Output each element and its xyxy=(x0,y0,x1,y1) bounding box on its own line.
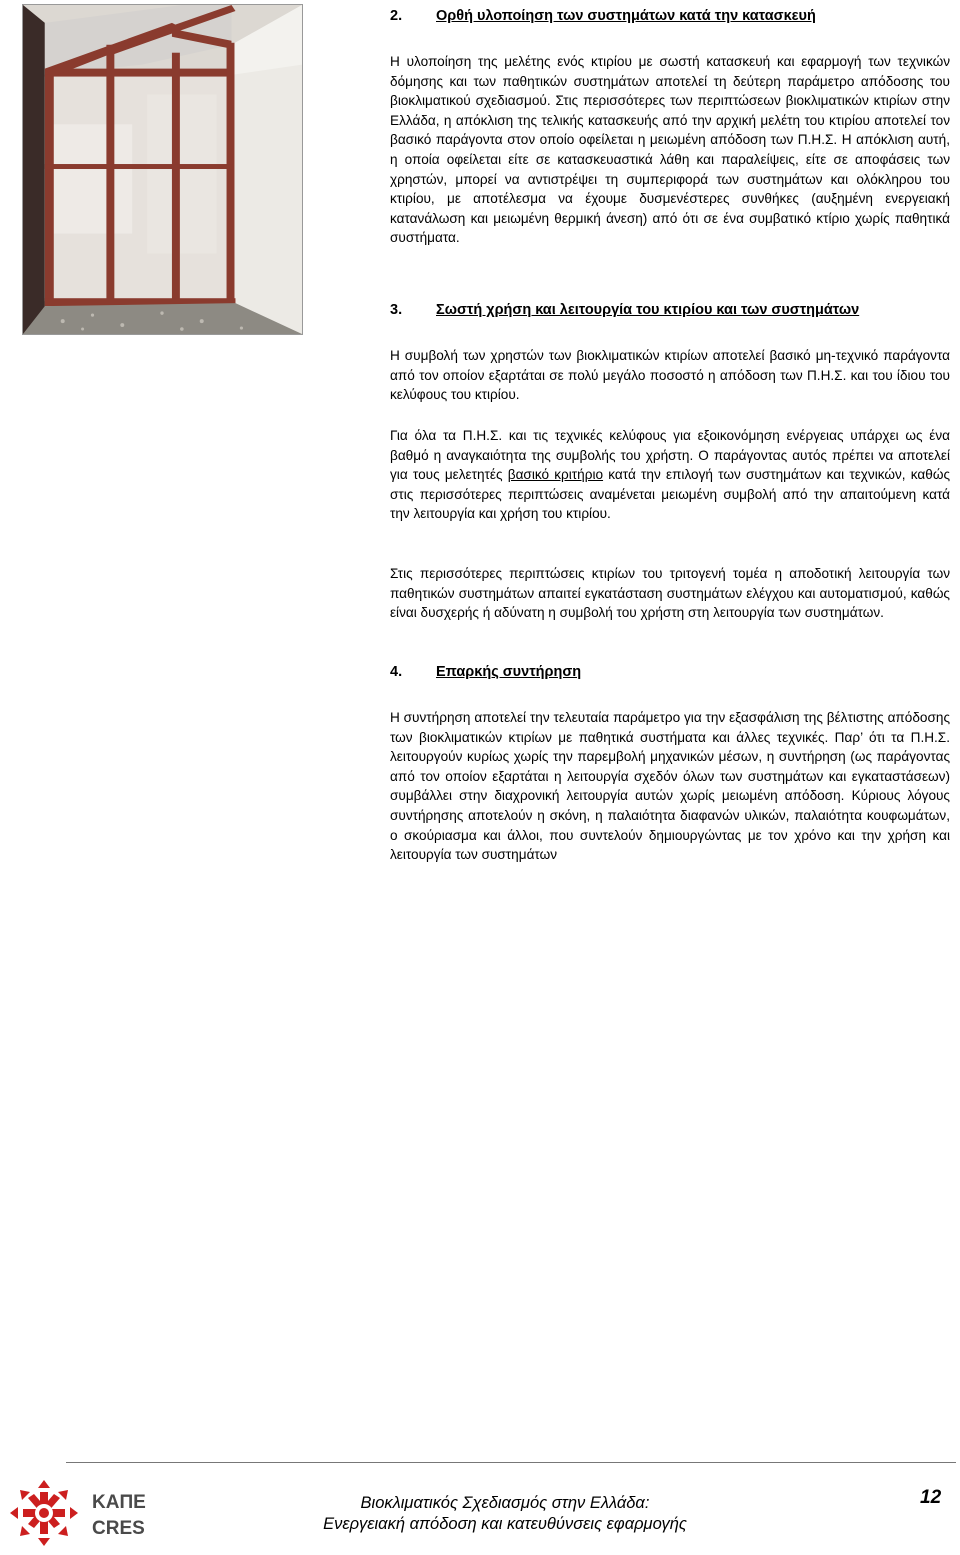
section-title: Επαρκής συντήρηση xyxy=(436,664,582,680)
section-title: Σωστή χρήση και λειτουργία του κτιρίου και των συστημάτων xyxy=(436,302,860,318)
section-title: Ορθή υλοποίηση των συστημάτων κατά την κατασκευή xyxy=(436,8,816,24)
logo-text-latin: CRES xyxy=(92,1518,145,1539)
cres-logo xyxy=(4,1478,154,1548)
section-4-paragraph: Η συντήρηση αποτελεί την τελευταία παράμετρο για την εξασφάλιση της βέλτιστης απόδοσης των βιοκλιματικών κτιρίων με παθητικά συστήματα και άλλες τεχνικές. Παρ’ ότι τα Π.Η.Σ. λειτουργούν κυρίως χωρίς την παρεμβολή μηχανικών μέσων, η συντήρηση (ως παράγοντας από τον οποίον εξαρτάται η λειτουργία σχεδόν όλων των συστημάτων και εγκαταστάσεων) συμβάλλει στην διαχρονική λειτουργία αυτών χωρίς μειωμένη απόδοση. Κύριους λόγους συντήρησης αποτελούν η σκόνη, η παλαιότητα διαφανών υλικών, παλαιότητα κουφωμάτων, ο σκούριασμα και άλλοι, που συντελούν δημιουργώντας με τον χρόνο και την χρήση και λειτουργία των συστημάτων xyxy=(390,710,950,863)
paragraph-text: Για όλα τα Π.Η.Σ. και τις τεχνικές κελύφους για εξοικονόμηση ενέργειας υπάρχει ως ένα βαθμό η αναγκαιότητα της συμβολής του χρήστη. Ο παράγοντας αυτός πρέπει να αποτελεί για τους μελετητές xyxy=(390,428,950,483)
footer-title-line-1: Βιοκλιματικός Σχεδιασμός στην Ελλάδα: xyxy=(360,1494,650,1512)
emphasis-text: βασικό κριτήριο xyxy=(507,467,604,483)
sunspace-photo xyxy=(22,4,303,335)
section-3-paragraph-1: Η συμβολή των χρηστών των βιοκλιματικών κτιρίων αποτελεί βασικό μη-τεχνικό παράγοντα από τον οποίον εξαρτάται σε πολύ μεγάλο ποσοστό η απόδοση των Π.Η.Σ. και του ίδιου του κελύφους του κτιρίου. xyxy=(390,348,950,403)
section-3-heading xyxy=(390,302,859,318)
section-3-paragraph-2 xyxy=(390,426,950,524)
section-4-heading xyxy=(390,664,581,680)
section-number: 4. xyxy=(390,664,403,680)
sunspace-photo-graphic xyxy=(23,5,302,334)
footer-divider xyxy=(66,1462,956,1463)
section-number: 3. xyxy=(390,302,403,318)
section-3-paragraph-3: Στις περισσότερες περιπτώσεις κτιρίων του τριτογενή τομέα η αποδοτική λειτουργία των παθητικών συστημάτων απαιτεί εγκατάσταση συστημάτων ελέγχου και αυτοματισμού, καθώς είναι δυσχερής ή αδύνατη η συμβολή του χρήστη στη λειτουργία των συστημάτων. xyxy=(390,566,950,621)
section-number: 2. xyxy=(390,8,403,24)
section-2-paragraph: Η υλοποίηση της μελέτης ενός κτιρίου με σωστή κατασκευή και εφαρμογή των τεχνικών δόμησης και των παθητικών συστημάτων αποτελεί τη δεύτερη παράμετρο απόδοσης του βιοκλιματικού σχεδιασμού. Στις περισσότερες των περιπτώσεων βιοκλιματικών κτιρίων στην Ελλάδα, η απόκλιση της τελικής κατασκευής από την αρχική μελέτη του κτιρίου αποτελεί τον βασικό παράγοντα στον οποίο οφείλεται η μειωμένη απόδοση των Π.Η.Σ. Η απόκλιση αυτή, η οποία οφείλεται είτε σε κατασκευαστικά λάθη και παραλείψεις, είτε σε αποφάσεις των χρηστών, μπορεί να αντιστρέψει τη συμπεριφορά των συστημάτων και ολόκληρου του κτιρίου, με αποτέλεσμα να έχουμε δυσμενέστερες συνθήκες (αυξημένη ενεργειακή κατανάλωση και μειωμένη θερμική άνεση) από ότι σε ένα συμβατικό κτίριο χωρίς παθητικά συστήματα. xyxy=(390,54,950,246)
paragraph-text: κατά την επιλογή των συστημάτων και τεχνικών, καθώς στις περισσότερες περιπτώσεις αναμένεται μειωμένη συμβολή από την απαιτούμενη κατά την λειτουργία και χρήση του κτιρίου. xyxy=(390,467,951,522)
section-2-heading xyxy=(390,8,816,24)
cres-logo-icon xyxy=(4,1478,84,1548)
footer-title-line-2: Ενεργειακή απόδοση και κατευθύνσεις εφαρμογής xyxy=(323,1515,687,1533)
page-number: 12 xyxy=(920,1487,942,1508)
logo-text-greek: ΚΑΠΕ xyxy=(92,1492,146,1513)
